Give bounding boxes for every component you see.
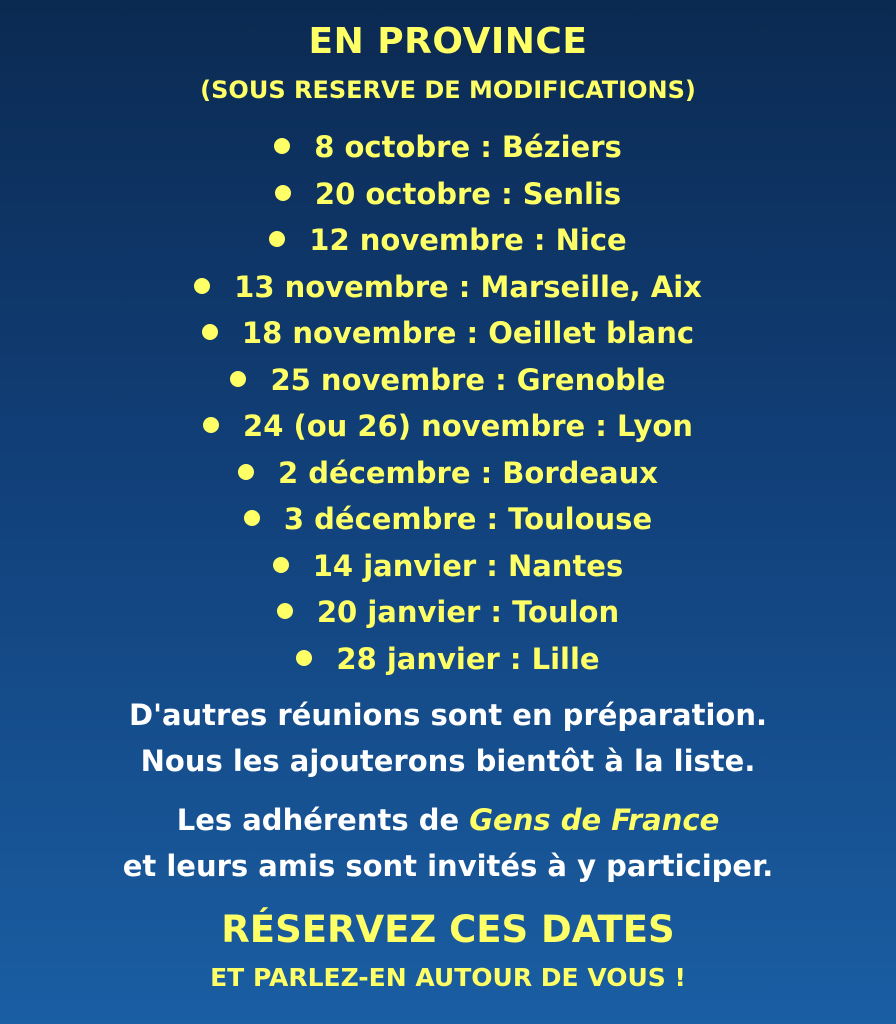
event-list [0, 124, 896, 682]
bullet-icon [194, 278, 210, 294]
cta-heading: RÉSERVEZ CES DATES [221, 908, 675, 951]
page-subtitle: (SOUS RESERVE DE MODIFICATIONS) [200, 76, 696, 104]
list-item [0, 543, 896, 590]
bullet-icon [274, 138, 290, 154]
event-label: 20 octobre : Senlis [314, 176, 622, 211]
bullet-icon [273, 557, 289, 573]
list-item [0, 264, 896, 311]
list-update-line: Nous les ajouterons bientôt à la liste. [140, 744, 756, 778]
list-item [0, 496, 896, 543]
bullet-icon [269, 231, 285, 247]
bullet-icon [244, 510, 260, 526]
event-label: 18 novembre : Oeillet blanc [241, 316, 695, 350]
event-label: 8 octobre : Béziers [314, 130, 622, 164]
members-line [0, 797, 896, 843]
event-label: 25 novembre : Grenoble [270, 362, 666, 397]
list-item [0, 357, 896, 404]
event-label: 20 janvier : Toulon [316, 595, 620, 629]
list-item [0, 171, 896, 218]
bullet-icon [202, 324, 218, 340]
event-label: 28 janvier : Lille [336, 641, 600, 676]
event-label: 3 décembre : Toulouse [283, 502, 653, 536]
event-label: 24 (ou 26) novembre : Lyon [243, 409, 693, 443]
page-title: EN PROVINCE [308, 21, 588, 62]
list-item [0, 217, 896, 264]
bullet-icon [277, 603, 293, 619]
list-item [0, 310, 896, 357]
bullet-icon [203, 417, 219, 433]
friends-line: et leurs amis sont invités à y participer. [122, 849, 774, 883]
list-item [0, 450, 896, 497]
members-prefix: Les adhérents de [176, 803, 470, 837]
event-label: 14 janvier : Nantes [312, 548, 624, 583]
list-item [0, 636, 896, 683]
bullet-icon [238, 464, 254, 480]
list-item [0, 124, 896, 171]
bullet-icon [275, 185, 291, 201]
cta-subheading: ET PARLEZ-EN AUTOUR DE VOUS ! [210, 963, 686, 992]
invitation-note [0, 797, 896, 889]
event-label: 2 décembre : Bordeaux [278, 455, 658, 490]
preparation-line: D'autres réunions sont en préparation. [129, 698, 767, 732]
list-item [0, 589, 896, 636]
preparation-note [0, 692, 896, 784]
event-label: 12 novembre : Nice [309, 223, 627, 257]
bullet-icon [230, 371, 246, 387]
list-item [0, 403, 896, 450]
event-label: 13 novembre : Marseille, Aix [234, 269, 702, 304]
brand-name: Gens de France [469, 803, 720, 837]
bullet-icon [296, 650, 312, 666]
